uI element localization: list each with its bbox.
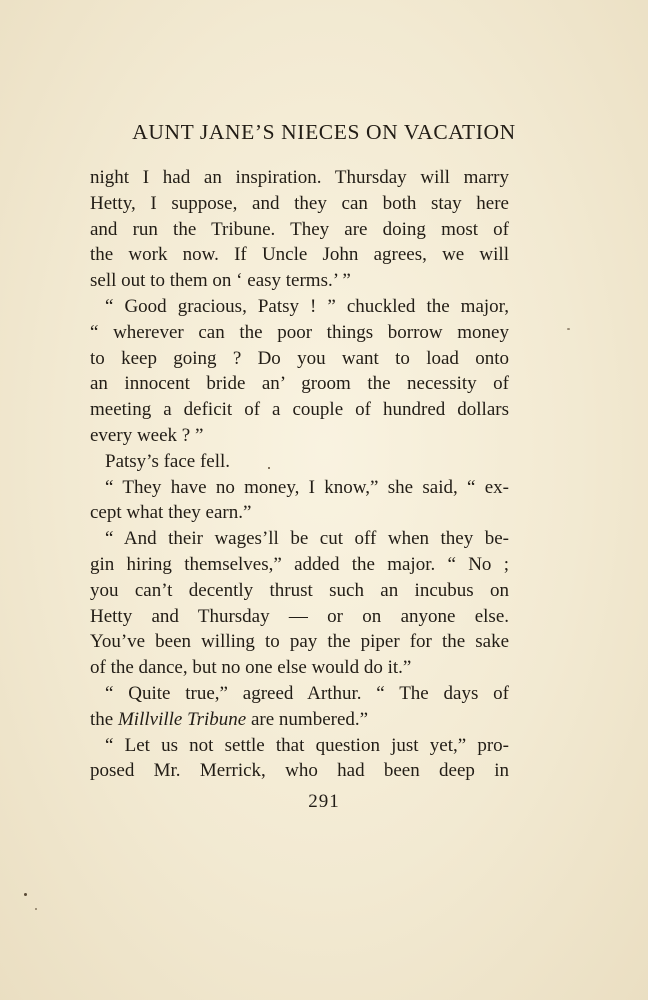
text-line: the Millville Tribune are numbered.”: [90, 708, 369, 730]
text-line: “ They have no money, I know,” she said, “ ex-: [105, 476, 509, 498]
text-line: Hetty and Thursday — or on anyone else.: [90, 605, 509, 627]
text-line: to keep going ? Do you want to load onto: [90, 347, 509, 369]
text-line: “ Let us not settle that question just yet,” pro-: [105, 734, 509, 756]
text-line: meeting a deficit of a couple of hundred dollars: [90, 399, 509, 421]
text-line: You’ve been willing to pay the piper for the sake: [90, 631, 509, 653]
text-line: and run the Tribune. They are doing most of: [90, 218, 509, 240]
text-line: gin hiring themselves,” added the major. “ No ;: [90, 553, 509, 575]
running-title: AUNT JANE’S NIECES ON VACATION: [132, 120, 516, 144]
text-line: “ And their wages’ll be cut off when they be-: [105, 528, 509, 550]
paper-speck: [35, 908, 37, 910]
text-line: of the dance, but no one else would do it.”: [90, 657, 412, 679]
text-line: “ Good gracious, Patsy ! ” chuckled the major,: [105, 295, 509, 317]
page-number: 291: [308, 791, 340, 812]
text-line: cept what they earn.”: [90, 502, 252, 524]
text-line: you can’t decently thrust such an incubus on: [90, 579, 509, 601]
body-text: [90, 165, 509, 784]
paper-speck: [567, 328, 570, 330]
text-line: an innocent bride an’ groom the necessity of: [90, 373, 509, 395]
text-line: “ wherever can the poor things borrow money: [90, 321, 509, 343]
text-line: sell out to them on ‘ easy terms.’ ”: [90, 270, 351, 292]
italic-title: Millville Tribune: [117, 708, 247, 730]
paper-speck: [24, 893, 27, 896]
text-line: Hetty, I suppose, and they can both stay here: [90, 192, 509, 214]
text-line: night I had an inspiration. Thursday will marry: [90, 167, 509, 188]
paper-speck: [268, 467, 270, 469]
text-line: Patsy’s face fell.: [105, 450, 231, 472]
text-line: “ Quite true,” agreed Arthur. “ The days of: [105, 682, 509, 704]
text-line: every week ? ”: [90, 424, 204, 446]
text-line: the work now. If Uncle John agrees, we will: [90, 244, 509, 266]
text-line: posed Mr. Merrick, who had been deep in: [90, 760, 509, 782]
